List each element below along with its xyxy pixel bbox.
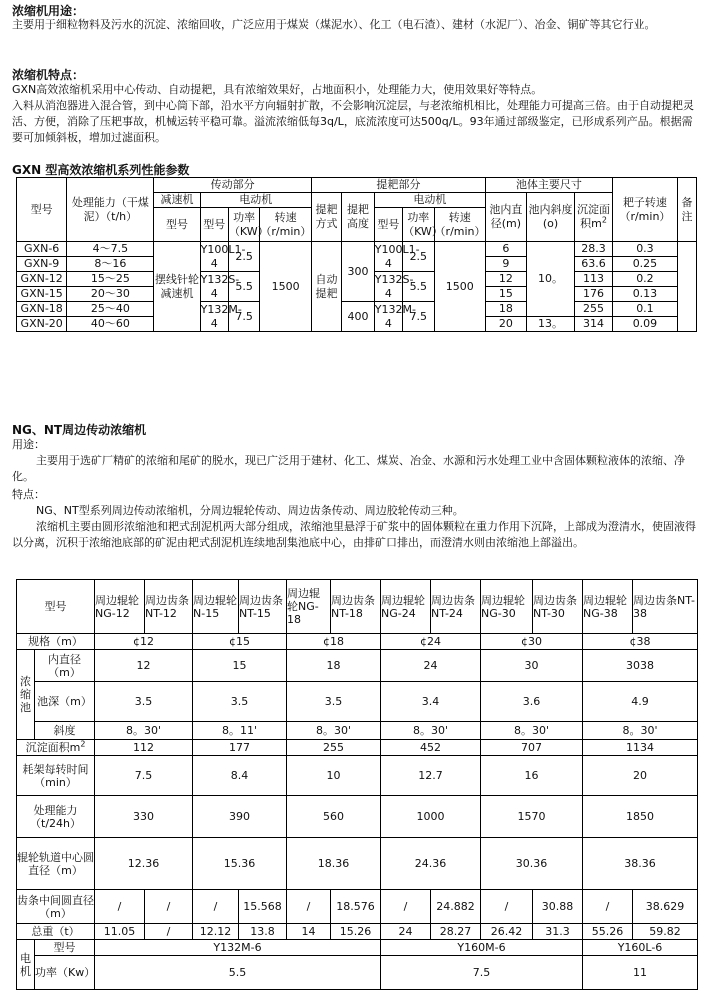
t2-depth: 4.9 bbox=[583, 682, 698, 722]
t2-rack: / bbox=[481, 890, 533, 924]
t1-height-a: 300 bbox=[342, 242, 375, 302]
t2-depth: 3.5 bbox=[193, 682, 287, 722]
ng-features-1: NG、NT型系列周边传动浓缩机，分周边辊轮传动、周边齿条传动、周边胶轮传动三种。 bbox=[36, 504, 464, 517]
t2-rack: / bbox=[95, 890, 145, 924]
usage-text: 主要用于细粒物料及污水的沉淀、浓缩回收，广泛应用于煤炭（煤泥水）、化工（电石渣）、建材（水泥厂）、冶金、铜矿等其它行业。 bbox=[12, 18, 656, 31]
t2-spec: ¢15 bbox=[193, 634, 287, 650]
t2-track: 24.36 bbox=[381, 838, 481, 890]
t2-track-label: 辊轮轨道中心圆直径（m） bbox=[17, 838, 95, 890]
t1-speed: 1500 bbox=[260, 242, 311, 332]
t1-rake: 0.2 bbox=[612, 272, 677, 287]
t2-track: 15.36 bbox=[193, 838, 287, 890]
t1-rake: 0.13 bbox=[612, 287, 677, 302]
t1-area: 63.6 bbox=[575, 257, 613, 272]
t1-cap: 20～30 bbox=[67, 287, 154, 302]
t1-lift-mode: 自动提耙 bbox=[311, 242, 341, 332]
t2-inner: 24 bbox=[381, 650, 481, 682]
t2-cap: 1570 bbox=[481, 796, 583, 838]
t1-h-model: 型号 bbox=[17, 178, 67, 242]
t2-slope: 8。30' bbox=[287, 722, 381, 740]
ng-features-2: 浓缩机主要由圆形浓缩池和耙式刮泥机两大部分组成，浓缩池里悬浮于矿浆中的固体颗粒在重力作用下沉降，上部成为澄清水，使固液得以分离，沉积于浓缩池底部的矿泥由耙式刮泥机连续地刮集池底中心，由排矿口排出，而澄清水则由浓缩池上部溢出。 bbox=[12, 520, 696, 549]
t1-area: 113 bbox=[575, 272, 613, 287]
t2-track: 18.36 bbox=[287, 838, 381, 890]
t1-diam: 6 bbox=[485, 242, 526, 257]
t2-cap: 390 bbox=[193, 796, 287, 838]
t2-weight: 31.3 bbox=[533, 924, 583, 940]
t2-depth: 3.4 bbox=[381, 682, 481, 722]
t2-slope: 8。11' bbox=[193, 722, 287, 740]
t1-cap: 25～40 bbox=[67, 302, 154, 317]
t1-cap: 4～7.5 bbox=[67, 242, 154, 257]
t2-model-col: 周边辊轮N-15 bbox=[193, 580, 239, 634]
t2-weight: 15.26 bbox=[331, 924, 381, 940]
t2-depth: 3.6 bbox=[481, 682, 583, 722]
t1-model: GXN-18 bbox=[17, 302, 67, 317]
t2-slope: 8。30' bbox=[583, 722, 698, 740]
t2-rack: 30.88 bbox=[533, 890, 583, 924]
t2-motor-power: 7.5 bbox=[381, 956, 583, 990]
t1-motor-a: Y100L1-4 bbox=[200, 242, 246, 270]
t2-track: 38.36 bbox=[583, 838, 698, 890]
t1-h-lift-height: 提耙高度 bbox=[342, 193, 375, 242]
t2-rack: 24.882 bbox=[431, 890, 481, 924]
t2-cap: 330 bbox=[95, 796, 193, 838]
ng-usage-label: 用途： bbox=[12, 438, 45, 451]
t1-lift-power-a: 2.5 bbox=[403, 242, 434, 272]
t2-motor-type-label: 型号 bbox=[35, 940, 95, 956]
t2-motor-type: Y132M-6 bbox=[95, 940, 381, 956]
t1-motor-c: Y132M-4 bbox=[200, 302, 242, 330]
features-title: 浓缩机特点： bbox=[12, 68, 85, 82]
t1-cap: 40～60 bbox=[67, 317, 154, 332]
features-text-2: 入料从消泡器进入混合管，到中心筒下部，沿水平方向辐射扩散，不会影响沉淀层，与老浓缩机相比，处理能力可提高三倍。由于自动提耙灵活、方便，消除了压耙事故，机械运转平稳可靠。溢流浓缩低每3q/L，底流浓度可达500q/L。93年通过部级鉴定，已形成系列产品。根据需要可加倾斜板，增加过滤面积。 bbox=[12, 99, 694, 144]
t2-depth-label: 池深（m） bbox=[35, 682, 95, 722]
t2-slope: 8。30' bbox=[381, 722, 481, 740]
t2-weight-label: 总重（t） bbox=[17, 924, 95, 940]
t1-rake: 0.25 bbox=[612, 257, 677, 272]
t1-h-lift-mode: 提耙方式 bbox=[311, 193, 341, 242]
t2-model-col: 周边辊轮NG-38 bbox=[583, 580, 633, 634]
t1-reducer-type: 摆线针轮减速机 bbox=[154, 242, 200, 332]
t2-area: 707 bbox=[481, 740, 583, 756]
t2-spec: ¢12 bbox=[95, 634, 193, 650]
t1-power-b: 5.5 bbox=[228, 272, 259, 302]
t2-model-col: 周边辊轮NG-24 bbox=[381, 580, 431, 634]
t1-h-power: 功率（KW） bbox=[228, 208, 259, 242]
t2-model-col: 周边齿条NT-15 bbox=[239, 580, 287, 634]
t2-model-col: 周边齿条NT-12 bbox=[145, 580, 193, 634]
ng-nt-spec-table bbox=[16, 579, 698, 990]
t1-rake: 0.09 bbox=[612, 317, 677, 332]
t2-cap: 1850 bbox=[583, 796, 698, 838]
t1-h-slope: 池内斜度(o) bbox=[526, 193, 574, 242]
t2-time: 10 bbox=[287, 756, 381, 796]
t2-area: 177 bbox=[193, 740, 287, 756]
t1-cap: 8～16 bbox=[67, 257, 154, 272]
t2-weight: 59.82 bbox=[633, 924, 698, 940]
t2-time-label: 耗架每转时间（min） bbox=[17, 756, 95, 796]
t2-weight: 11.05 bbox=[95, 924, 145, 940]
t2-spec: ¢30 bbox=[481, 634, 583, 650]
t1-lift-motor-b: Y132S-4 bbox=[374, 272, 414, 300]
t2-slope: 8。30' bbox=[95, 722, 193, 740]
t2-inner-label: 内直径（m） bbox=[35, 650, 95, 682]
t2-area: 452 bbox=[381, 740, 481, 756]
ng-usage-text: 主要用于选矿厂精矿的浓缩和尾矿的脱水，现已广泛用于建材、化工、煤炭、冶金、水源和污水处理工业中含固体颗粒液体的浓缩、净化。 bbox=[12, 454, 685, 483]
t2-motor-power: 11 bbox=[583, 956, 698, 990]
t1-h-diam: 池内直径(m) bbox=[485, 193, 526, 242]
t1-lift-motor-a: Y100L1-4 bbox=[374, 242, 420, 270]
t1-h-rake: 耙子转速（r/min） bbox=[612, 178, 677, 242]
t2-area: 255 bbox=[287, 740, 381, 756]
t1-model: GXN-9 bbox=[17, 257, 67, 272]
t2-inner: 18 bbox=[287, 650, 381, 682]
t2-motor-label: 电机 bbox=[17, 940, 35, 990]
t1-h-capacity: 处理能力（干煤泥）（t/h） bbox=[67, 178, 154, 242]
t1-model: GXN-15 bbox=[17, 287, 67, 302]
t2-time: 12.7 bbox=[381, 756, 481, 796]
t1-h-motor: 电动机 bbox=[200, 193, 311, 208]
t2-weight: 26.42 bbox=[481, 924, 533, 940]
t1-h-speed: 转速（r/min） bbox=[260, 208, 311, 242]
t2-depth: 3.5 bbox=[287, 682, 381, 722]
t2-rack: 18.576 bbox=[331, 890, 381, 924]
t1-h-lift-speed: 转速（r/min） bbox=[434, 208, 485, 242]
t1-h-note: 备注 bbox=[677, 178, 696, 242]
t1-h-pool: 池体主要尺寸 bbox=[485, 178, 612, 193]
t2-model-col: 周边辊轮NG-12 bbox=[95, 580, 145, 634]
t2-area: 1134 bbox=[583, 740, 698, 756]
t1-h-lift-motor-type: 型号 bbox=[374, 208, 402, 242]
t2-weight: 13.8 bbox=[239, 924, 287, 940]
t2-motor-power: 5.5 bbox=[95, 956, 381, 990]
t2-rack: / bbox=[145, 890, 193, 924]
t2-spec-label: 规格（m） bbox=[17, 634, 95, 650]
t2-pool-label: 浓缩池 bbox=[17, 650, 35, 740]
t2-rack: / bbox=[381, 890, 431, 924]
t1-h-area: 沉淀面积$m^2$ bbox=[575, 193, 613, 242]
t1-lift-power-c: 7.5 bbox=[403, 302, 434, 332]
t1-lift-power-b: 5.5 bbox=[403, 272, 434, 302]
t2-weight: 24 bbox=[381, 924, 431, 940]
usage-title: 浓缩机用途： bbox=[12, 4, 85, 18]
features-text-1: GXN高效浓缩机采用中心传动、自动提耙，具有浓缩效果好，占地面积小，处理能力大，使用效果好等特点。 bbox=[12, 83, 543, 96]
t1-rake: 0.3 bbox=[612, 242, 677, 257]
t1-h-lift: 提耙部分 bbox=[311, 178, 485, 193]
t2-weight: 55.26 bbox=[583, 924, 633, 940]
t2-spec: ¢24 bbox=[381, 634, 481, 650]
t1-cap: 15～25 bbox=[67, 272, 154, 287]
t1-area: 255 bbox=[575, 302, 613, 317]
t2-area-label: 沉淀面积$m^2$ bbox=[17, 740, 95, 756]
t2-motor-power-label: 功率（Kw） bbox=[35, 956, 95, 990]
t1-model: GXN-20 bbox=[17, 317, 67, 332]
t1-slope-a: 10。 bbox=[526, 242, 574, 317]
t1-power-c: 7.5 bbox=[228, 302, 259, 332]
t2-depth: 3.5 bbox=[95, 682, 193, 722]
t2-cap: 1000 bbox=[381, 796, 481, 838]
t2-slope: 8。30' bbox=[481, 722, 583, 740]
t1-h-drive: 传动部分 bbox=[154, 178, 311, 193]
t1-diam: 18 bbox=[485, 302, 526, 317]
t1-h-reducer: 减速机 bbox=[154, 193, 200, 208]
t2-h-model: 型号 bbox=[17, 580, 95, 634]
t1-diam: 20 bbox=[485, 317, 526, 332]
t1-diam: 12 bbox=[485, 272, 526, 287]
ng-features-label: 特点： bbox=[12, 488, 45, 501]
t1-h-lift-power: 功率（KW） bbox=[403, 208, 434, 242]
t1-diam: 15 bbox=[485, 287, 526, 302]
t1-height-b: 400 bbox=[342, 302, 375, 332]
t2-model-col: 周边齿条NT-18 bbox=[331, 580, 381, 634]
ng-title: NG、NT周边传动浓缩机 bbox=[12, 423, 147, 437]
t2-rack: / bbox=[583, 890, 633, 924]
t2-motor-type: Y160M-6 bbox=[381, 940, 583, 956]
t1-h-reducer-type: 型号 bbox=[154, 208, 200, 242]
t1-diam: 9 bbox=[485, 257, 526, 272]
t2-inner: 3038 bbox=[583, 650, 698, 682]
t2-model-col: 周边齿条NT-30 bbox=[533, 580, 583, 634]
t1-slope-b: 13。 bbox=[526, 317, 574, 332]
t2-area: 112 bbox=[95, 740, 193, 756]
t2-spec: ¢18 bbox=[287, 634, 381, 650]
t1-h-motor-type: 型号 bbox=[200, 208, 228, 242]
t1-power-a: 2.5 bbox=[228, 242, 259, 272]
t1-model: GXN-6 bbox=[17, 242, 67, 257]
t1-rake: 0.1 bbox=[612, 302, 677, 317]
t2-model-col: 周边辊轮NG-18 bbox=[287, 580, 331, 634]
t2-motor-type: Y160L-6 bbox=[583, 940, 698, 956]
t2-inner: 12 bbox=[95, 650, 193, 682]
t1-lift-motor-c: Y132M-4 bbox=[374, 302, 416, 330]
t2-weight: 12.12 bbox=[193, 924, 239, 940]
t2-model-col: 周边齿条NT-24 bbox=[431, 580, 481, 634]
gxn-spec-table bbox=[16, 177, 697, 332]
t1-note bbox=[677, 242, 696, 332]
t1-motor-b: Y132S-4 bbox=[200, 272, 240, 300]
table1-title: GXN 型高效浓缩机系列性能参数 bbox=[12, 163, 190, 177]
t2-slope-label: 斜度 bbox=[35, 722, 95, 740]
t1-area: 314 bbox=[575, 317, 613, 332]
t2-weight: / bbox=[145, 924, 193, 940]
t1-h-lift-motor: 电动机 bbox=[374, 193, 485, 208]
t2-rack-label: 齿条中间圆直径（m） bbox=[17, 890, 95, 924]
t1-model: GXN-12 bbox=[17, 272, 67, 287]
t2-cap-label: 处理能力（t/24h） bbox=[17, 796, 95, 838]
t2-track: 12.36 bbox=[95, 838, 193, 890]
t2-model-col: 周边齿条NT-38 bbox=[633, 580, 698, 634]
t2-rack: 38.629 bbox=[633, 890, 698, 924]
t2-time: 16 bbox=[481, 756, 583, 796]
t1-area: 28.3 bbox=[575, 242, 613, 257]
t2-rack: / bbox=[193, 890, 239, 924]
t2-spec: ¢38 bbox=[583, 634, 698, 650]
t2-weight: 28.27 bbox=[431, 924, 481, 940]
t2-track: 30.36 bbox=[481, 838, 583, 890]
t2-time: 20 bbox=[583, 756, 698, 796]
t2-cap: 560 bbox=[287, 796, 381, 838]
t2-model-col: 周边辊轮NG-30 bbox=[481, 580, 533, 634]
t1-lift-speed: 1500 bbox=[434, 242, 485, 332]
t1-area: 176 bbox=[575, 287, 613, 302]
t2-inner: 15 bbox=[193, 650, 287, 682]
t2-rack: / bbox=[287, 890, 331, 924]
t2-inner: 30 bbox=[481, 650, 583, 682]
t2-rack: 15.568 bbox=[239, 890, 287, 924]
t2-weight: 14 bbox=[287, 924, 331, 940]
t2-time: 7.5 bbox=[95, 756, 193, 796]
t2-time: 8.4 bbox=[193, 756, 287, 796]
